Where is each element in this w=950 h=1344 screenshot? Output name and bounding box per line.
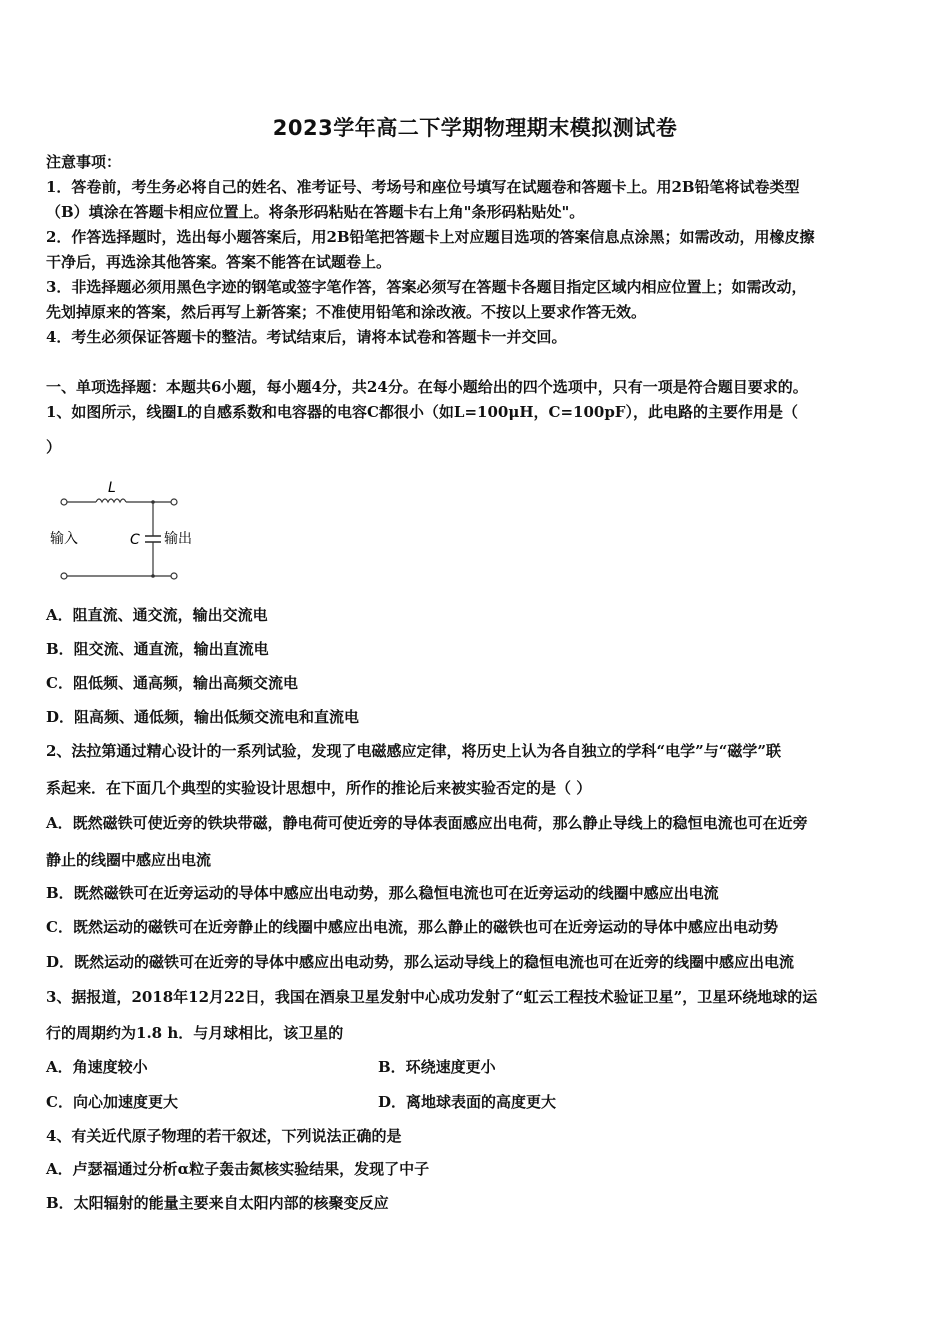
notice-heading: 注意事项：: [46, 153, 122, 171]
question-1-stem: 1、如图所示，线圈L的自感系数和电容器的电容C都很小（如L=100μH，C=100pF），此电路的主要作用是（: [46, 403, 798, 421]
notice-line: 干净后，再选涂其他答案。答案不能答在试题卷上。: [46, 253, 392, 271]
label-output: 输出: [164, 531, 192, 547]
q2-option-d: D．既然运动的磁铁可在近旁的导体中感应出电动势，那么运动导线上的稳恒电流也可在近旁的线圈中感应出电流: [46, 953, 795, 971]
q2-option-a-cont: 静止的线圈中感应出电流: [46, 851, 212, 869]
q1-option-c: C．阻低频、通高频，输出高频交流电: [46, 674, 298, 692]
notice-line: 先划掉原来的答案，然后再写上新答案；不准使用铅笔和涂改液。不按以上要求作答无效。: [46, 303, 647, 321]
question-3-stem-cont: 行的周期约为1.8 h．与月球相比，该卫星的: [46, 1024, 344, 1042]
label-C: C: [130, 532, 140, 548]
q4-option-b: B．太阳辐射的能量主要来自太阳内部的核聚变反应: [46, 1194, 389, 1212]
q1-option-b: B．阻交流、通直流，输出直流电: [46, 640, 269, 658]
q2-option-b: B．既然磁铁可在近旁运动的导体中感应出电动势，那么稳恒电流也可在近旁运动的线圈中感应出电流: [46, 884, 719, 902]
lc-circuit-figure: [46, 478, 216, 588]
q2-option-c: C．既然运动的磁铁可在近旁静止的线圈中感应出电流，那么静止的磁铁也可在近旁运动的导体中感应出电动势: [46, 918, 778, 936]
q4-option-a: A．卢瑟福通过分析α粒子轰击氮核实验结果，发现了中子: [46, 1160, 430, 1178]
q1-option-d: D．阻高频、通低频，输出低频交流电和直流电: [46, 708, 360, 726]
q3-option-a: A．角速度较小: [46, 1058, 148, 1076]
label-L: L: [108, 480, 116, 496]
page-title: 2023学年高二下学期物理期末模拟测试卷: [272, 116, 678, 140]
notice-line: 4．考生必须保证答题卡的整洁。考试结束后，请将本试卷和答题卡一并交回。: [46, 328, 567, 346]
question-4-stem: 4、有关近代原子物理的若干叙述，下列说法正确的是: [46, 1127, 402, 1145]
question-3-stem: 3、据报道，2018年12月22日，我国在酒泉卫星发射中心成功发射了“虹云工程技术验证卫星”，卫星环绕地球的运: [46, 988, 818, 1006]
q1-option-a: A．阻直流、通交流，输出交流电: [46, 606, 268, 624]
q3-option-b: B．环绕速度更小: [378, 1058, 496, 1076]
q3-option-c: C．向心加速度更大: [46, 1093, 178, 1111]
question-2-stem: 2、法拉第通过精心设计的一系列试验，发现了电磁感应定律，将历史上认为各自独立的学科“电学”与“磁学”联: [46, 742, 781, 760]
notice-line: 2．作答选择题时，选出每小题答案后，用2B铅笔把答题卡上对应题目选项的答案信息点涂黑；如需改动，用橡皮擦: [46, 228, 815, 246]
label-input: 输入: [50, 531, 78, 547]
notice-line: 1．答卷前，考生务必将自己的姓名、准考证号、考场号和座位号填写在试题卷和答题卡上。用2B铅笔将试卷类型: [46, 178, 800, 196]
notice-line: （B）填涂在答题卡相应位置上。将条形码粘贴在答题卡右上角"条形码粘贴处"。: [46, 203, 585, 221]
q3-option-d: D．离地球表面的高度更大: [378, 1093, 557, 1111]
question-2-stem-cont: 系起来．在下面几个典型的实验设计思想中，所作的推论后来被实验否定的是（ ）: [46, 779, 592, 797]
question-1-stem-end: ）: [46, 438, 62, 456]
inductor-coil: [96, 499, 126, 502]
notice-line: 3．非选择题必须用黑色字迹的钢笔或签字笔作答，答案必须写在答题卡各题目指定区域内相应位置上；如需改动，: [46, 278, 807, 296]
section-heading: 一、单项选择题：本题共6小题，每小题4分，共24分。在每小题给出的四个选项中，只有一项是符合题目要求的。: [46, 378, 808, 396]
q2-option-a: A．既然磁铁可使近旁的铁块带磁，静电荷可使近旁的导体表面感应出电荷，那么静止导线上的稳恒电流也可在近旁: [46, 814, 808, 832]
